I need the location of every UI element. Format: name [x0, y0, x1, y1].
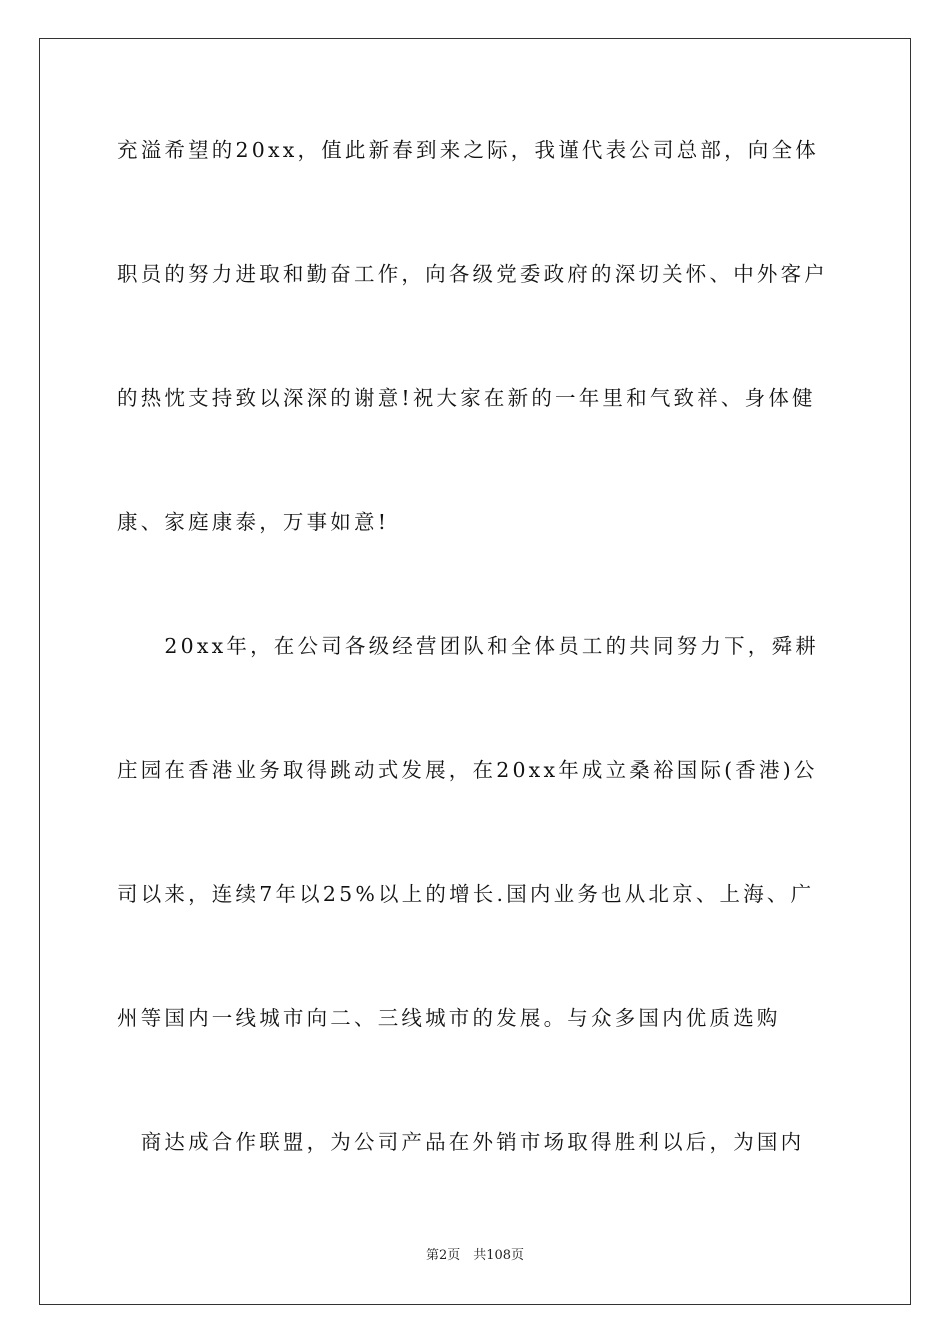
body-text-line-2: 职员的努力进取和勤奋工作，向各级党委政府的深切关怀、中外客户 [117, 262, 828, 286]
body-text-line-5: 20xx年，在公司各级经营团队和全体员工的共同努力下，舜耕 [117, 634, 819, 658]
page-border [39, 38, 911, 1305]
body-text-line-8: 州等国内一线城市向二、三线城市的发展。与众多国内优质选购 [117, 1006, 781, 1030]
body-text-line-9: 商达成合作联盟，为公司产品在外销市场取得胜利以后，为国内 [117, 1130, 805, 1154]
body-text-line-1: 充溢希望的20xx，值此新春到来之际，我谨代表公司总部，向全体 [117, 138, 819, 162]
body-text-line-6: 庄园在香港业务取得跳动式发展，在20xx年成立桑裕国际(香港)公 [117, 758, 818, 782]
page-number-footer: 第2页 共108页 [425, 1248, 525, 1263]
body-text-line-4: 康、家庭康泰，万事如意! [117, 510, 390, 534]
body-text-line-7: 司以来，连续7年以25%以上的增长.国内业务也从北京、上海、广 [117, 882, 815, 906]
body-text-line-3: 的热忱支持致以深深的谢意!祝大家在新的一年里和气致祥、身体健 [117, 386, 816, 410]
